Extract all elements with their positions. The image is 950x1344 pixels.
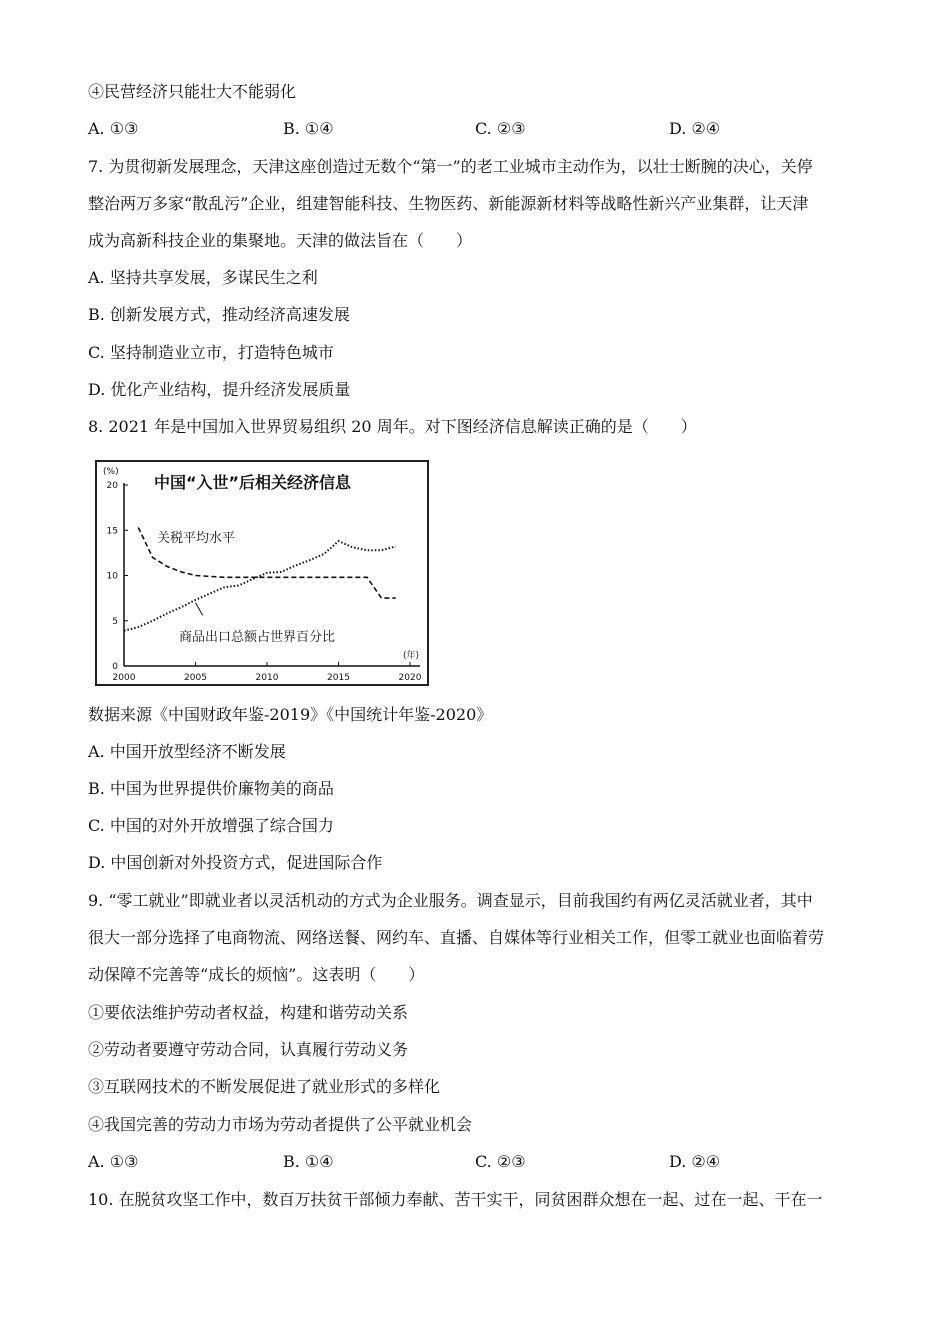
- option-a[interactable]: A. ①③: [88, 119, 139, 138]
- y-tick-label: 5: [112, 616, 118, 627]
- option-d[interactable]: D. ②④: [669, 1152, 721, 1171]
- y-tick-label: 0: [112, 662, 118, 672]
- q8-option-d[interactable]: D. 中国创新对外投资方式，促进国际合作: [88, 853, 383, 872]
- option-c[interactable]: C. ②③: [475, 1152, 526, 1171]
- q9-statement-4: ④我国完善的劳动力市场为劳动者提供了公平就业机会: [88, 1115, 473, 1134]
- y-unit-label: (%): [103, 467, 119, 477]
- label-tariff: 关税平均水平: [157, 531, 236, 546]
- q9-stem-line1: 9. “零工就业”即就业者以灵活机动的方式为企业服务。调查显示，目前我国约有两亿灵活就业者，其中: [88, 891, 813, 910]
- q8-stem: 8. 2021 年是中国加入世界贸易组织 20 周年。对下图经济信息解读正确的是（ ）: [88, 417, 697, 436]
- x-tick-label: 2005: [184, 673, 207, 683]
- q8-option-c[interactable]: C. 中国的对外开放增强了综合国力: [88, 816, 334, 835]
- chart-svg: [97, 462, 427, 684]
- q8-option-a[interactable]: A. 中国开放型经济不断发展: [88, 742, 286, 761]
- option-a[interactable]: A. ①③: [88, 1152, 139, 1171]
- q9-stem-line2: 很大一部分选择了电商物流、网络送餐、网约车、直播、自媒体等行业相关工作，但零工就业也面临着劳: [88, 928, 825, 947]
- q10-stem-line1: 10. 在脱贫攻坚工作中，数百万扶贫干部倾力奉献、苦干实干，同贫困群众想在一起、过在一起、干在一: [88, 1190, 823, 1209]
- q9-statement-3: ③互联网技术的不断发展促进了就业形式的多样化: [88, 1077, 441, 1096]
- q7-option-a[interactable]: A. 坚持共享发展，多谋民生之利: [88, 268, 318, 287]
- q7-stem-line1: 7. 为贯彻新发展理念，天津这座创造过无数个“第一”的老工业城市主动作为，以壮士断腕的决心，关停: [88, 157, 813, 176]
- label-pointer: [196, 603, 203, 616]
- option-c[interactable]: C. ②③: [475, 119, 526, 138]
- q7-stem-line2: 整治两万多家“散乱污”企业，组建智能科技、生物医药、新能源新材料等战略性新兴产业集群，让天津: [88, 194, 809, 213]
- y-tick-label: 15: [106, 526, 118, 537]
- q9-stem-line3: 动保障不完善等“成长的烦恼”。这表明（ ）: [88, 965, 425, 984]
- x-tick-label: 2000: [112, 673, 136, 683]
- option-d[interactable]: D. ②④: [669, 119, 721, 138]
- q7-option-b[interactable]: B. 创新发展方式，推动经济高速发展: [88, 305, 350, 324]
- x-unit-label: (年): [403, 651, 420, 661]
- label-export-share: 商品出口总额占世界百分比: [179, 630, 336, 645]
- statement-4: ④民营经济只能壮大不能弱化: [88, 82, 297, 101]
- q7-option-d[interactable]: D. 优化产业结构，提升经济发展质量: [88, 380, 351, 399]
- q9-statement-2: ②劳动者要遵守劳动合同，认真履行劳动义务: [88, 1040, 409, 1059]
- q9-statement-1: ①要依法维护劳动者权益，构建和谐劳动关系: [88, 1003, 409, 1022]
- y-tick-label: 20: [106, 481, 118, 491]
- x-tick-label: 2015: [327, 673, 350, 683]
- option-b[interactable]: B. ①④: [283, 119, 334, 138]
- x-tick-label: 2020: [398, 673, 422, 683]
- y-tick-label: 10: [106, 571, 118, 582]
- economic-chart: [95, 460, 429, 686]
- q7-option-c[interactable]: C. 坚持制造业立市，打造特色城市: [88, 343, 334, 362]
- series-line-export-share: [124, 541, 396, 631]
- chart-title: 中国“入世”后相关经济信息: [154, 473, 352, 492]
- q7-stem-line3: 成为高新科技企业的集聚地。天津的做法旨在（ ）: [88, 231, 473, 250]
- q8-option-b[interactable]: B. 中国为世界提供价廉物美的商品: [88, 779, 334, 798]
- x-tick-label: 2010: [255, 673, 279, 683]
- option-b[interactable]: B. ①④: [283, 1152, 334, 1171]
- data-source: 数据来源《中国财政年鉴-2019》《中国统计年鉴-2020》: [88, 705, 493, 724]
